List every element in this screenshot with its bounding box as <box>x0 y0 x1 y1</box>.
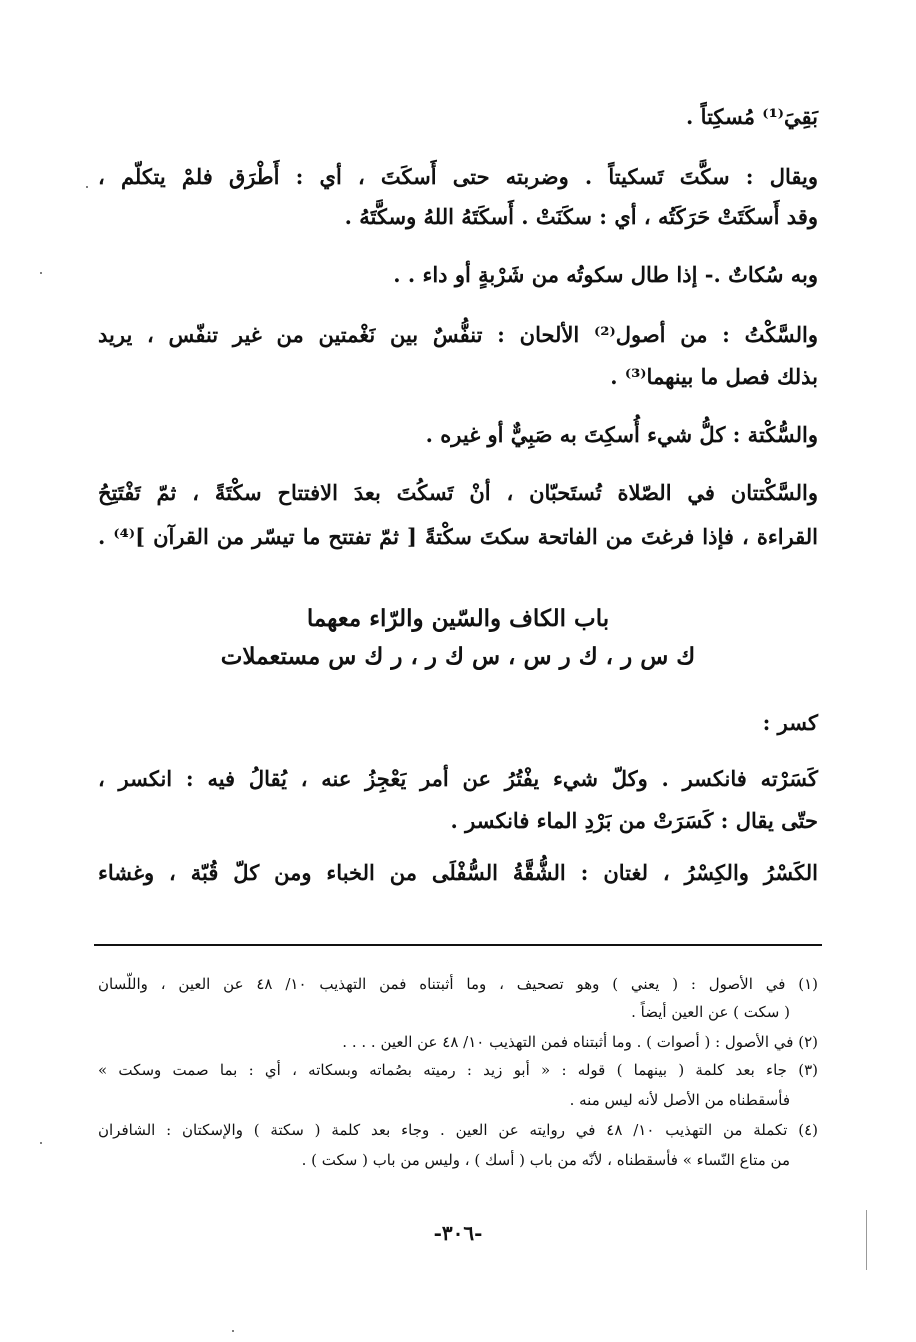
entry-line-1: كَسَرْته فانكسر . وكلّ شيء يفْتُرُ عن أمر يَعْجِزُ عنه ، يُقالُ فيه : انكسر ، <box>98 766 818 791</box>
body-line-3: وقد أَسكَتَتْ حَرَكَتُه ، أي : سكَنَتْ . أَسكَتَهُ اللهُ وسكَّتَهُ . <box>344 204 818 229</box>
footnote-2: (٢) في الأصول : ( أصوات ) . وما أثبتناه فمن التهذيب ١٠/ ٤٨ عن العين . . . . <box>342 1033 818 1051</box>
entry-line-3: الكَسْرُ والكِسْرُ ، لغتان : الشُّقَّةُ السُّفْلَى من الخباء ومن كلّ قُبّة ، وغشاء <box>98 860 818 885</box>
footnote-4-line-2: من متاع النّساء » فأسقطناه ، لأنّه من باب ( أسك ) ، وليس من باب ( سكت ) . <box>301 1151 790 1169</box>
body-line-9: القراءة ، فإذا فرغتَ من الفاتحة سكتَ سكْتةً [ ثمّ تفتتح ما تيسّر من القرآن ]⁽⁴⁾ . <box>98 524 818 549</box>
body-line-4: وبه سُكاتٌ .- إذا طال سكوتُه من شَرْبةٍ أو داء . . <box>393 262 818 287</box>
footnote-1-line-2: ( سكت ) عن العين أيضاً . <box>631 1003 790 1021</box>
body-line-6: بذلك فصل ما بينهما⁽³⁾ . <box>610 364 818 389</box>
scan-speck <box>232 1330 234 1332</box>
body-line-2: ويقال : سكَّتَ تَسكيتاً . وضربته حتى أَسكَتَ ، أي : أَطْرَق فلمْ يتكلّم ، <box>98 164 818 189</box>
body-line-5: والسَّكْتُ : من أصول⁽²⁾ الألحان : تنفُّسٌ بين نَغْمتين من غير تنفّس ، يريد <box>98 322 818 347</box>
scan-speck <box>86 186 88 188</box>
scan-margin-mark <box>866 1210 867 1270</box>
footnote-separator <box>94 944 822 946</box>
chapter-title: باب الكاف والسّين والرّاء معهما <box>306 605 610 632</box>
page-number: -٣٠٦- <box>433 1221 483 1245</box>
footnote-3-line-2: فأسقطناه من الأصل لأنه ليس منه . <box>569 1091 790 1109</box>
scan-speck <box>40 272 42 274</box>
footnote-3-line-1: (٣) جاء بعد كلمة ( بينهما ) قوله : « أبو زيد : رميته بصُماته وبسكاته ، أي : بما صمت وسكت » <box>98 1061 818 1079</box>
scan-speck <box>40 1142 42 1144</box>
footnote-4-line-1: (٤) تكملة من التهذيب ١٠/ ٤٨ في روايته عن العين . وجاء بعد كلمة ( سكتة ) والإسكتان : الشافران <box>98 1121 818 1139</box>
chapter-subtitle: ك س ر ، ك ر س ، س ك ر ، ر ك س مستعملات <box>220 643 696 670</box>
body-line-1: بَقِيَ⁽¹⁾ مُسكِتاً . <box>686 104 818 129</box>
body-line-8: والسَّكْتتان في الصّلاة تُستَحبّان ، أنْ تَسكُتَ بعدَ الافتتاح سكْتَةً ، ثمّ تَفْتَتِحُ <box>98 480 818 505</box>
entry-headword: كسر : <box>762 710 818 735</box>
entry-line-2: حتّى يقال : كَسَرَتْ من بَرْدِ الماء فانكسر . <box>450 808 818 833</box>
footnote-1-line-1: (١) في الأصول : ( يعني ) وهو تصحيف ، وما أثبتناه فمن التهذيب ١٠/ ٤٨ عن العين ، واللّسان <box>98 975 818 993</box>
body-line-7: والسُّكْتة : كلُّ شيء أُسكِتَ به صَبِيٌّ أو غيره . <box>425 422 818 447</box>
